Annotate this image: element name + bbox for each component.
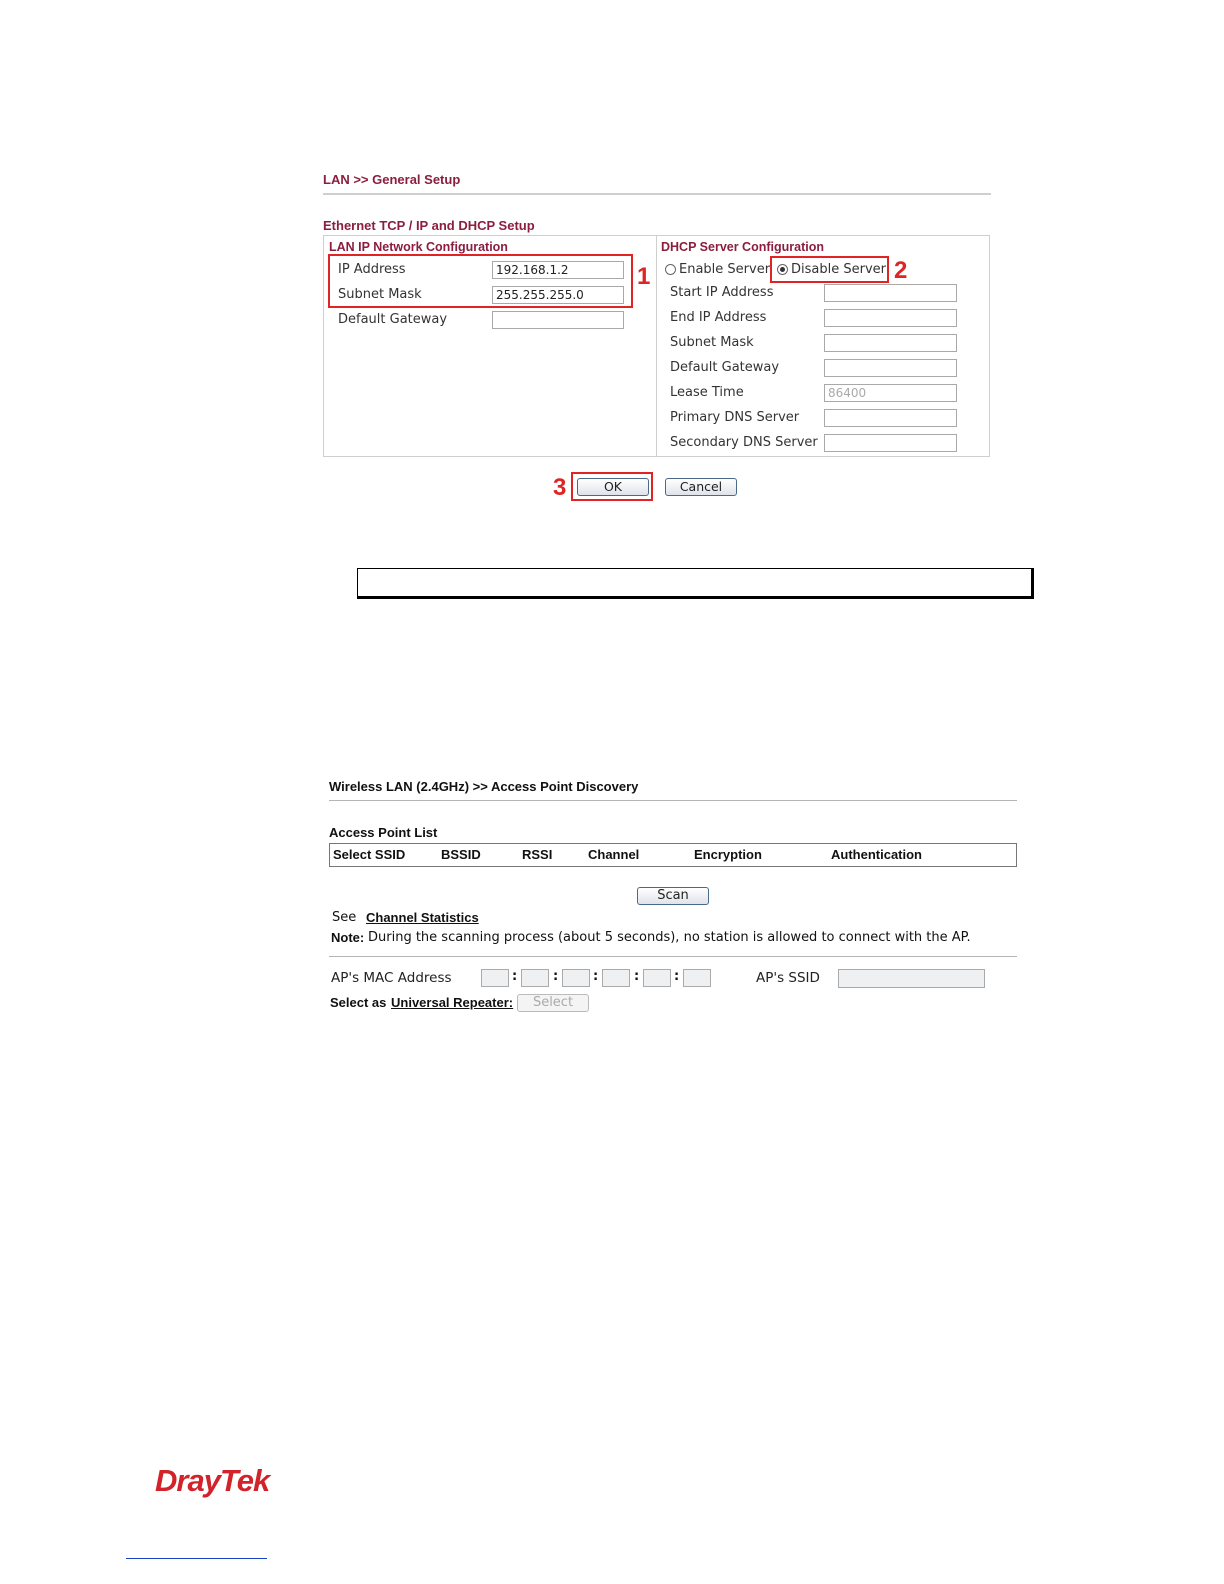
lease-time-field[interactable]: 86400	[824, 384, 957, 402]
ok-button[interactable]: OK	[577, 478, 649, 496]
highlight-box-1	[328, 254, 633, 308]
draytek-logo: DrayTek	[155, 1463, 270, 1498]
default-gateway-label: Default Gateway	[338, 312, 448, 327]
cancel-button[interactable]: Cancel	[665, 478, 737, 496]
note-text: During the scanning process (about 5 seconds), no station is allowed to connect with the AP.	[368, 930, 971, 945]
column-header-bssid: BSSID	[441, 847, 481, 862]
footer-link-underline	[126, 1558, 267, 1559]
ap-ssid-field[interactable]	[838, 969, 985, 988]
mac-octet-field-2[interactable]	[521, 969, 549, 987]
mac-octet-field-3[interactable]	[562, 969, 590, 987]
lan-title-divider	[323, 193, 991, 195]
end-ip-label: End IP Address	[670, 310, 767, 325]
step-marker-2: 2	[894, 257, 908, 284]
dhcp-subnet-mask-label: Subnet Mask	[670, 335, 754, 350]
secondary-dns-field[interactable]	[824, 434, 957, 452]
default-gateway-field[interactable]	[492, 311, 624, 329]
select-button[interactable]: Select	[517, 994, 589, 1012]
column-header-encryption: Encryption	[694, 847, 762, 862]
secondary-dns-label: Secondary DNS Server	[670, 435, 818, 450]
lease-time-label: Lease Time	[670, 385, 744, 400]
mac-separator: :	[634, 969, 640, 984]
ap-mac-address-label: AP's MAC Address	[331, 970, 452, 986]
dhcp-gateway-label: Default Gateway	[670, 360, 780, 375]
enable-server-label: Enable Server	[679, 262, 771, 277]
column-header-select-ssid: Select SSID	[333, 847, 406, 862]
step-marker-3: 3	[553, 474, 567, 501]
highlight-box-2	[770, 256, 889, 283]
mac-octet-field-1[interactable]	[481, 969, 509, 987]
primary-dns-field[interactable]	[824, 409, 957, 427]
primary-dns-label: Primary DNS Server	[670, 410, 800, 425]
see-label: See	[332, 910, 357, 925]
mac-octet-field-4[interactable]	[602, 969, 630, 987]
channel-statistics-link[interactable]: Channel Statistics	[366, 910, 479, 925]
ap-section-divider	[329, 956, 1017, 957]
disable-server-label: Disable Server	[791, 262, 886, 277]
mac-separator: :	[674, 969, 680, 984]
enable-server-radio[interactable]	[665, 264, 676, 275]
empty-note-bar	[357, 568, 1034, 599]
lan-subtitle: Ethernet TCP / IP and DHCP Setup	[323, 218, 535, 233]
column-header-authentication: Authentication	[831, 847, 922, 862]
column-header-channel: Channel	[588, 847, 640, 862]
universal-repeater-link[interactable]: Universal Repeater:	[391, 995, 514, 1010]
select-as-label: Select as	[330, 995, 387, 1010]
mac-octet-field-5[interactable]	[643, 969, 671, 987]
panel-divider	[656, 236, 657, 456]
ap-title-divider	[329, 800, 1017, 801]
mac-octet-field-6[interactable]	[683, 969, 711, 987]
mac-separator: :	[553, 969, 559, 984]
mac-separator: :	[512, 969, 518, 984]
ip-address-field[interactable]: 192.168.1.2	[492, 261, 624, 279]
end-ip-field[interactable]	[824, 309, 957, 327]
access-point-list-title: Access Point List	[329, 825, 438, 840]
start-ip-label: Start IP Address	[670, 285, 774, 300]
ap-breadcrumb: Wireless LAN (2.4GHz) >> Access Point Discovery	[329, 779, 639, 794]
ap-ssid-label: AP's SSID	[756, 970, 820, 986]
scan-button[interactable]: Scan	[637, 887, 709, 905]
ip-address-label: IP Address	[338, 262, 406, 277]
lan-breadcrumb: LAN >> General Setup	[323, 172, 461, 187]
dhcp-subnet-mask-field[interactable]	[824, 334, 957, 352]
step-marker-1: 1	[637, 263, 651, 290]
start-ip-field[interactable]	[824, 284, 957, 302]
mac-separator: :	[593, 969, 599, 984]
subnet-mask-field[interactable]: 255.255.255.0	[492, 286, 624, 304]
note-label: Note:	[331, 930, 365, 945]
lan-ip-config-header: LAN IP Network Configuration	[329, 240, 508, 254]
dhcp-config-header: DHCP Server Configuration	[661, 240, 824, 254]
column-header-rssi: RSSI	[522, 847, 553, 862]
dhcp-gateway-field[interactable]	[824, 359, 957, 377]
subnet-mask-label: Subnet Mask	[338, 287, 422, 302]
